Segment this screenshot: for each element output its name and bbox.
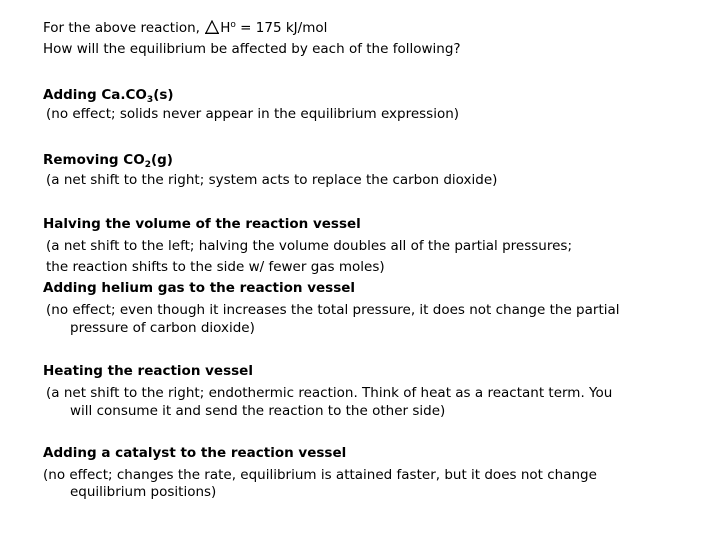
item-answer-add-caco3: (no effect; solids never appear in the equilibrium expression) xyxy=(46,106,460,122)
item-heading-catalyst: Adding a catalyst to the reaction vessel xyxy=(43,445,347,461)
item-answer-halve-volume-2: the reaction shifts to the side w/ fewer gas moles) xyxy=(46,259,385,275)
item-answer-add-helium-1: (no effect; even though it increases the total pressure, it does not change the partial xyxy=(46,302,620,318)
item-answer-halve-volume-1: (a net shift to the left; halving the volume doubles all of the partial pressures; xyxy=(46,238,572,254)
heading-text: Adding Ca.CO xyxy=(43,87,147,103)
standard-state-superscript: o xyxy=(230,20,236,30)
item-answer-heating-1: (a net shift to the right; endothermic reaction. Think of heat as a reactant term. You xyxy=(46,385,613,401)
item-answer-heating-2: will consume it and send the reaction to the other side) xyxy=(70,403,446,419)
item-heading-halve-volume: Halving the volume of the reaction vessel xyxy=(43,216,361,232)
heading-state: (s) xyxy=(153,87,174,103)
enthalpy-value: = 175 kJ/mol xyxy=(235,20,328,36)
item-answer-catalyst-2: equilibrium positions) xyxy=(70,484,217,500)
item-heading-add-helium: Adding helium gas to the reaction vessel xyxy=(43,280,356,296)
intro-line xyxy=(43,19,327,37)
item-answer-catalyst-1: (no effect; changes the rate, equilibrium is attained faster, but it does not change xyxy=(43,467,597,483)
item-heading-heating: Heating the reaction vessel xyxy=(43,363,253,379)
item-heading-remove-co2 xyxy=(43,151,173,169)
intro-question: How will the equilibrium be affected by each of the following? xyxy=(43,41,461,57)
intro-prefix: For the above reaction, xyxy=(43,20,205,36)
heading-subscript: 3 xyxy=(146,95,154,105)
item-answer-add-helium-2: pressure of carbon dioxide) xyxy=(70,320,255,336)
delta-icon xyxy=(205,20,219,34)
heading-text: Removing CO xyxy=(43,152,145,168)
item-answer-remove-co2: (a net shift to the right; system acts to replace the carbon dioxide) xyxy=(46,172,498,188)
enthalpy-symbol: H xyxy=(220,20,231,36)
heading-state: (g) xyxy=(150,152,173,168)
heading-subscript: 2 xyxy=(144,160,151,170)
item-heading-add-caco3 xyxy=(43,86,174,104)
